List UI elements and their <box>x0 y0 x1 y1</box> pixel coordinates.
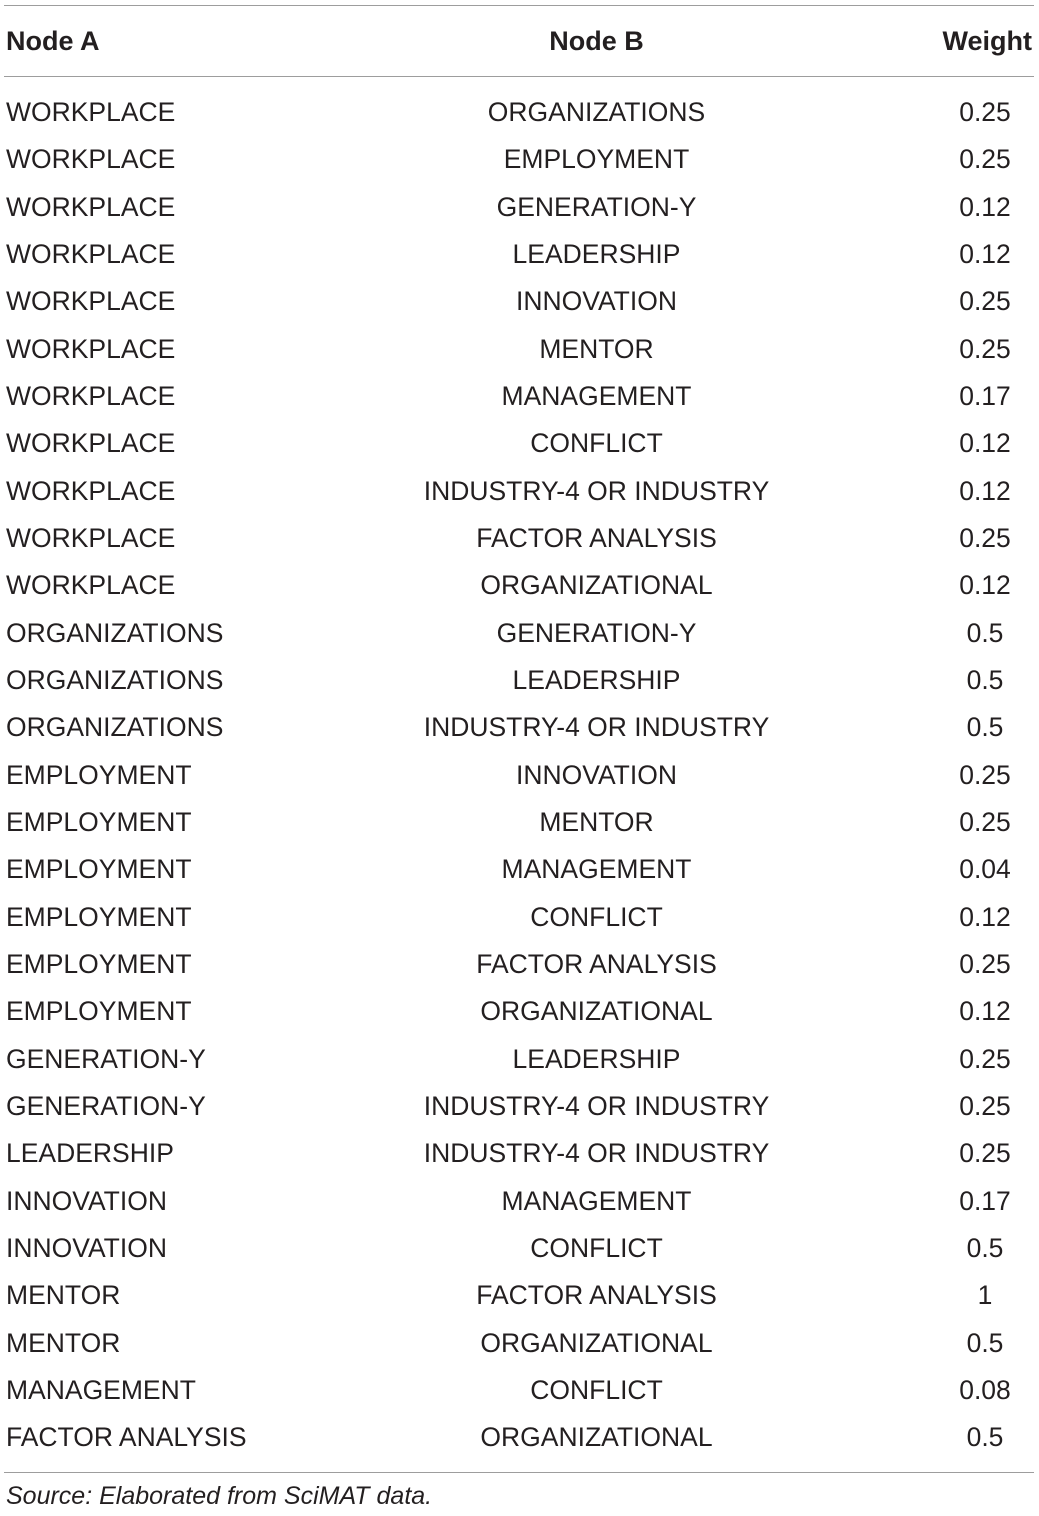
weight-cell <box>789 988 1034 1035</box>
node-b-cell: MANAGEMENT <box>501 854 692 885</box>
table-row <box>4 752 1034 799</box>
weight-cell <box>789 562 1034 609</box>
node-b-cell: FACTOR ANALYSIS <box>476 1280 717 1311</box>
node-b-cell: ORGANIZATIONAL <box>480 1422 713 1453</box>
table-body <box>4 77 1034 1462</box>
table-row <box>4 610 1034 657</box>
table-header <box>4 6 1034 77</box>
weight-cell <box>789 515 1034 562</box>
table-row <box>4 136 1034 183</box>
weight-value: 0.12 <box>959 570 1011 601</box>
node-b-cell: LEADERSHIP <box>512 1043 681 1074</box>
table-row <box>4 1272 1034 1319</box>
node-a-cell: EMPLOYMENT <box>6 807 192 838</box>
weight-value: 0.04 <box>959 854 1011 885</box>
table-row <box>4 515 1034 562</box>
node-a-cell: WORKPLACE <box>6 239 176 270</box>
node-a-cell: ORGANIZATIONS <box>6 712 224 743</box>
weight-value: 1 <box>977 1280 993 1311</box>
node-b-cell: FACTOR ANALYSIS <box>476 949 717 980</box>
table-row <box>4 1036 1034 1083</box>
weight-value: 0.08 <box>959 1375 1011 1406</box>
node-a-cell: INNOVATION <box>6 1185 167 1216</box>
node-a-cell: WORKPLACE <box>6 97 176 128</box>
weight-cell <box>789 468 1034 515</box>
weight-cell <box>789 657 1034 704</box>
weight-value: 0.25 <box>959 97 1011 128</box>
node-a-cell: MENTOR <box>6 1280 121 1311</box>
node-b-cell: CONFLICT <box>530 1233 663 1264</box>
node-a-cell: WORKPLACE <box>6 523 176 554</box>
node-b-cell: ORGANIZATIONAL <box>480 570 713 601</box>
table-bottom-rule <box>4 1472 1034 1473</box>
node-b-cell: MENTOR <box>539 807 654 838</box>
weight-cell <box>789 1272 1034 1319</box>
weight-cell <box>789 278 1034 325</box>
node-b-cell: INDUSTRY-4 OR INDUSTRY <box>423 712 770 743</box>
weight-cell <box>789 799 1034 846</box>
header-node-b: Node B <box>549 26 644 56</box>
table-row <box>4 278 1034 325</box>
table-row <box>4 988 1034 1035</box>
node-a-cell: WORKPLACE <box>6 144 176 175</box>
weight-cell <box>789 373 1034 420</box>
table-row <box>4 1414 1034 1461</box>
table-row <box>4 184 1034 231</box>
node-a-cell: EMPLOYMENT <box>6 759 192 790</box>
node-b-cell: GENERATION-Y <box>496 191 697 222</box>
weight-cell <box>789 326 1034 373</box>
weight-value: 0.17 <box>959 1185 1011 1216</box>
weight-cell <box>789 610 1034 657</box>
weight-cell <box>789 1178 1034 1225</box>
weight-cell <box>789 77 1034 136</box>
header-node-a: Node A <box>6 26 100 56</box>
weight-cell <box>789 1130 1034 1177</box>
node-b-cell: ORGANIZATIONAL <box>480 1327 713 1358</box>
node-a-cell: GENERATION-Y <box>6 1043 206 1074</box>
table-row <box>4 846 1034 893</box>
node-a-cell: ORGANIZATIONS <box>6 665 224 696</box>
table-row <box>4 799 1034 846</box>
node-a-cell: LEADERSHIP <box>6 1138 174 1169</box>
node-b-cell: CONFLICT <box>530 1375 663 1406</box>
node-a-cell: EMPLOYMENT <box>6 854 192 885</box>
node-b-cell: INDUSTRY-4 OR INDUSTRY <box>423 475 770 506</box>
weight-value: 0.25 <box>959 286 1011 317</box>
node-a-cell: GENERATION-Y <box>6 1091 206 1122</box>
node-b-cell: MANAGEMENT <box>501 1185 692 1216</box>
weight-value: 0.12 <box>959 475 1011 506</box>
weight-cell <box>789 1083 1034 1130</box>
weight-value: 0.5 <box>966 617 1004 648</box>
weight-value: 0.25 <box>959 333 1011 364</box>
node-b-cell: GENERATION-Y <box>496 617 697 648</box>
node-a-cell: MANAGEMENT <box>6 1375 196 1406</box>
weight-cell <box>789 420 1034 467</box>
node-b-cell: INNOVATION <box>516 759 677 790</box>
node-a-cell: WORKPLACE <box>6 570 176 601</box>
table-row <box>4 231 1034 278</box>
node-b-cell: LEADERSHIP <box>512 239 681 270</box>
node-a-cell: WORKPLACE <box>6 286 176 317</box>
weight-value: 0.12 <box>959 901 1011 932</box>
weight-cell <box>789 1367 1034 1414</box>
weight-value: 0.5 <box>966 1327 1004 1358</box>
table-row <box>4 704 1034 751</box>
weight-value: 0.17 <box>959 381 1011 412</box>
node-b-cell: CONFLICT <box>530 428 663 459</box>
weight-cell <box>789 941 1034 988</box>
table-row <box>4 1367 1034 1414</box>
node-a-cell: WORKPLACE <box>6 475 176 506</box>
node-b-cell: FACTOR ANALYSIS <box>476 523 717 554</box>
table-row <box>4 1083 1034 1130</box>
header-row <box>4 6 1034 77</box>
node-a-cell: FACTOR ANALYSIS <box>6 1422 247 1453</box>
table-row <box>4 326 1034 373</box>
node-b-cell: CONFLICT <box>530 901 663 932</box>
table-row <box>4 1130 1034 1177</box>
weight-cell <box>789 704 1034 751</box>
weight-cell <box>789 894 1034 941</box>
table-row <box>4 1178 1034 1225</box>
weight-value: 0.25 <box>959 949 1011 980</box>
node-b-cell: LEADERSHIP <box>512 665 681 696</box>
table-row <box>4 941 1034 988</box>
weight-cell <box>789 184 1034 231</box>
weight-value: 0.25 <box>959 759 1011 790</box>
weight-value: 0.5 <box>966 1233 1004 1264</box>
node-a-cell: WORKPLACE <box>6 191 176 222</box>
node-a-cell: WORKPLACE <box>6 381 176 412</box>
weight-cell <box>789 752 1034 799</box>
weight-value: 0.5 <box>966 665 1004 696</box>
node-a-cell: EMPLOYMENT <box>6 949 192 980</box>
weight-value: 0.5 <box>966 712 1004 743</box>
weight-value: 0.25 <box>959 1091 1011 1122</box>
node-a-cell: EMPLOYMENT <box>6 901 192 932</box>
weight-cell <box>789 231 1034 278</box>
node-a-cell: ORGANIZATIONS <box>6 617 224 648</box>
table-row <box>4 1225 1034 1272</box>
node-b-cell: EMPLOYMENT <box>503 144 690 175</box>
node-b-cell: MANAGEMENT <box>501 381 692 412</box>
table-row <box>4 468 1034 515</box>
weight-value: 0.25 <box>959 523 1011 554</box>
node-b-cell: MENTOR <box>539 333 654 364</box>
source-footnote: Source: Elaborated from SciMAT data. <box>6 1482 433 1510</box>
node-a-cell: INNOVATION <box>6 1233 167 1264</box>
node-a-cell: EMPLOYMENT <box>6 996 192 1027</box>
node-b-cell: INNOVATION <box>516 286 677 317</box>
header-weight: Weight <box>942 26 1032 56</box>
node-b-cell: INDUSTRY-4 OR INDUSTRY <box>423 1091 770 1122</box>
node-b-cell: ORGANIZATIONS <box>487 97 706 128</box>
table-row <box>4 562 1034 609</box>
weight-value: 0.12 <box>959 428 1011 459</box>
table-row <box>4 420 1034 467</box>
table-row <box>4 894 1034 941</box>
weight-value: 0.25 <box>959 1138 1011 1169</box>
weight-value: 0.12 <box>959 191 1011 222</box>
weight-value: 0.25 <box>959 1043 1011 1074</box>
edge-weight-table <box>4 6 1034 1462</box>
weight-cell <box>789 1414 1034 1461</box>
weight-cell <box>789 846 1034 893</box>
weight-cell <box>789 1036 1034 1083</box>
table-row <box>4 77 1034 136</box>
node-a-cell: MENTOR <box>6 1327 121 1358</box>
node-b-cell: ORGANIZATIONAL <box>480 996 713 1027</box>
weight-cell <box>789 1320 1034 1367</box>
weight-value: 0.12 <box>959 996 1011 1027</box>
weight-value: 0.5 <box>966 1422 1004 1453</box>
node-b-cell: INDUSTRY-4 OR INDUSTRY <box>423 1138 770 1169</box>
weight-cell <box>789 136 1034 183</box>
weight-value: 0.25 <box>959 144 1011 175</box>
weight-cell <box>789 1225 1034 1272</box>
table-row <box>4 657 1034 704</box>
weight-value: 0.25 <box>959 807 1011 838</box>
table-row <box>4 373 1034 420</box>
weight-value: 0.12 <box>959 239 1011 270</box>
node-a-cell: WORKPLACE <box>6 333 176 364</box>
node-a-cell: WORKPLACE <box>6 428 176 459</box>
table-row <box>4 1320 1034 1367</box>
